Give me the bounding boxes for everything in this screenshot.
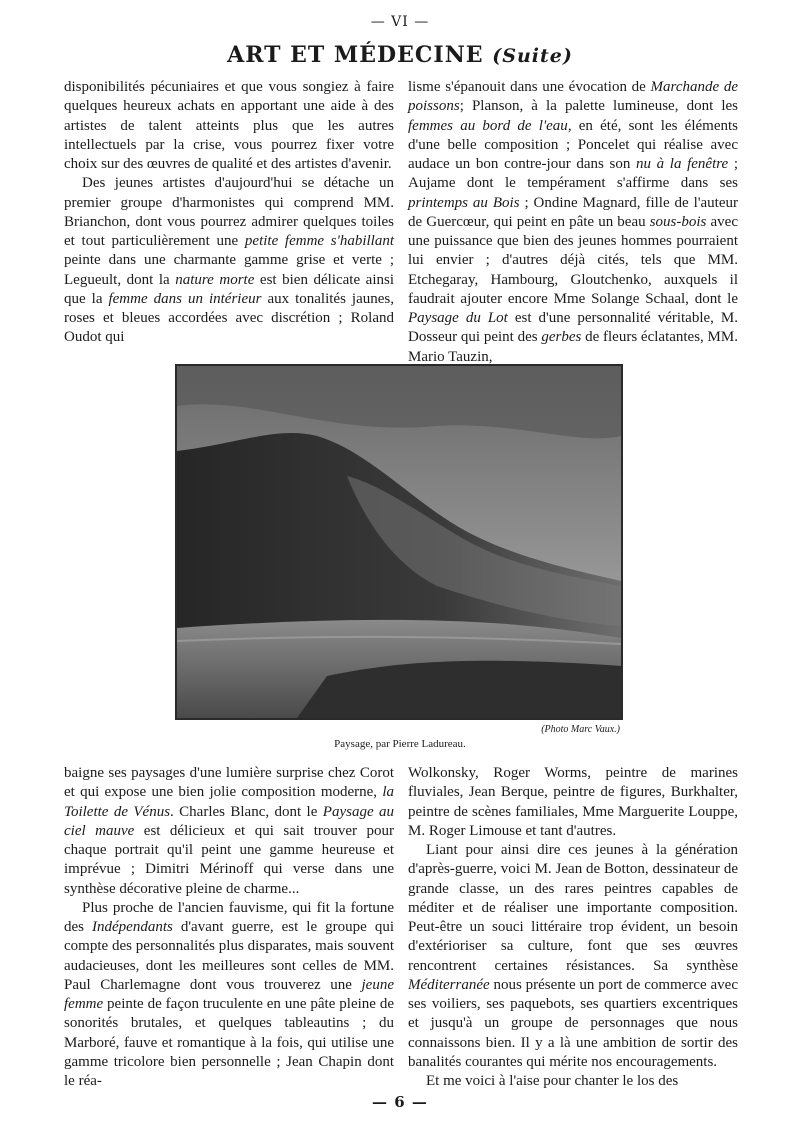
text-run: ; Aujame dont le tempérament s'affirme dans ses: [408, 156, 739, 192]
article-title: [0, 42, 800, 68]
paragraph: [64, 78, 394, 174]
text-run: d'avant guerre, est le groupe qui compte des personnalités plus disparates, mais souvent audacieuses, dont les meilleures sont celles de MM. Paul Charlemagne dont vous trouverez une: [64, 919, 394, 993]
paragraph: [64, 899, 394, 1092]
italic-title: sous-bois: [649, 213, 707, 230]
text-run: aux tonalités jaunes, roses et bleues accordées avec discrétion ; Roland Oudot qui: [64, 290, 394, 346]
text-column-4: [408, 764, 738, 1091]
text-run: Liant pour ainsi dire ces jeunes à la génération d'après-guerre, voici M. Jean de Botton, dessinateur de grande classe, un des rares peintres capables de méditer et de réaliser une importante composition. Peut-être un souci littéraire trop évident, un besoin d'extérioriser sa culture, font que ses œuvres rencontrent certaines résistances. Sa synthèse: [408, 842, 738, 974]
text-run: peinte de façon truculente en une pâte pleine de sonorités brutales, et quelques tableautins ; du Marboré, fauve et romantique à la fois, qui utilise une gamme tricolore bien personnelle ; Jean Chapin dont le réa-: [64, 996, 394, 1089]
text-run: . Charles Blanc, dont le: [170, 803, 323, 820]
photo-credit: (Photo Marc Vaux.): [541, 724, 620, 735]
italic-title: Paysage du Lot: [408, 310, 508, 326]
text-run: ; Ondine Magnard, fille de l'auteur de Guercœur, qui peint en pâte un beau: [408, 194, 738, 230]
paragraph: [64, 764, 394, 899]
italic-title: nature morte: [175, 271, 255, 288]
italic-title: Méditerranée: [408, 976, 490, 993]
text-run: ; Planson, à la palette lumineuse, dont les: [459, 98, 738, 115]
paragraph: [408, 1072, 738, 1091]
italic-title: petite femme s'habillant: [244, 233, 394, 249]
text-run: est d'une personnalité véritable, M. Dosseur qui peint des: [408, 310, 739, 346]
italic-title: femmes au bord de l'eau: [408, 117, 568, 134]
paragraph: [408, 764, 738, 841]
italic-title: femme dans un intérieur: [108, 290, 262, 307]
text-run: nous présente un port de commerce avec ses voiliers, ses paquebots, ses quartiers excentriques et jusqu'à un groupe de personnages que nous connaissons bien. Il y a là une ambition de sortir des banalités courantes qui mérite nos encouragements.: [408, 976, 738, 1070]
italic-title: Indépendants: [92, 919, 173, 935]
text-run: est délicieux et qui sait trouver pour chaque portrait qu'il peint une gamme heureuse et imprévue ; Dimitri Mérinoff qui verse dans une synthèse décorative pleine de charme...: [64, 822, 394, 897]
paragraph: [64, 174, 394, 347]
italic-title: jeune femme: [64, 976, 394, 1012]
text-run: Des jeunes artistes d'aujourd'hui se détache un premier groupe d'harmonistes qui comprend MM. Brianchon, dont vous pourrez admirer quelques toiles et tout particulièrement une: [64, 175, 394, 249]
italic-title: Marchande de poissons: [408, 79, 739, 115]
text-run: baigne ses paysages d'une lumière surprise chez Corot et qui expose une bien jolie composition moderne,: [64, 765, 394, 801]
text-run: Plus proche de l'ancien fauvisme, qui fit la fortune des: [64, 899, 394, 935]
paragraph: [408, 78, 738, 367]
article-title-main: ART ET MÉDECINE: [227, 42, 484, 68]
text-column-1: [64, 78, 394, 348]
landscape-photo: [175, 364, 623, 720]
text-run: disponibilités pécuniaires et que vous songiez à faire quelques heureux achats en apportant une aide à des artistes de talent atteints plus que les autres intellectuels par la crise, vous pourrez fixer votre choix sur des œuvres de qualité et des artistes d'avenir.: [64, 79, 394, 172]
paragraph: [408, 841, 738, 1072]
text-run: peinte dans une charmante gamme grise et verte ; Legueult, dont la: [64, 252, 394, 288]
italic-title: nu à la fenêtre: [635, 156, 729, 172]
text-run: , en été, sont les éléments d'une belle composition ; Poncelet qui réalise avec audace un bon contre-jour dans son: [408, 117, 738, 172]
italic-title: gerbes: [541, 329, 582, 346]
italic-title: Paysage au ciel mauve: [64, 803, 394, 839]
text-run: Et me voici à l'aise pour chanter le los des: [426, 1073, 679, 1089]
text-run: lisme s'épanouit dans une évocation de: [408, 79, 651, 95]
italic-title: la Toilette de Vénus: [64, 784, 394, 820]
figure-caption: Paysage, par Pierre Ladureau.: [334, 738, 466, 750]
italic-title: printemps au Bois: [408, 194, 520, 211]
page-number: — 6 —: [372, 1093, 428, 1111]
article-title-suffix: (Suite): [492, 45, 573, 67]
text-run: de fleurs éclatantes, MM. Mario Tauzin,: [408, 329, 738, 365]
text-run: avec une puissance que bien des jeunes hommes pourraient lui envier ; d'autres déjà cités, tels que MM. Etchegaray, Hambourg, Gloutchenko, auxquels il faudrait ajouter encore Mme Solange Schaal, dont le: [408, 213, 738, 307]
text-column-3: [64, 764, 394, 1091]
page-folio: — VI —: [370, 14, 430, 30]
landscape-painting-image: [177, 366, 621, 718]
text-column-2: [408, 78, 738, 367]
text-run: est bien délicate ainsi que la: [64, 271, 394, 307]
text-run: Wolkonsky, Roger Worms, peintre de marines fluviales, Jean Berque, peintre de figures, Burkhalter, peintre de scènes familiales, Mme Marguerite Louppe, M. Roger Limouse et tant d'autres.: [408, 765, 738, 839]
